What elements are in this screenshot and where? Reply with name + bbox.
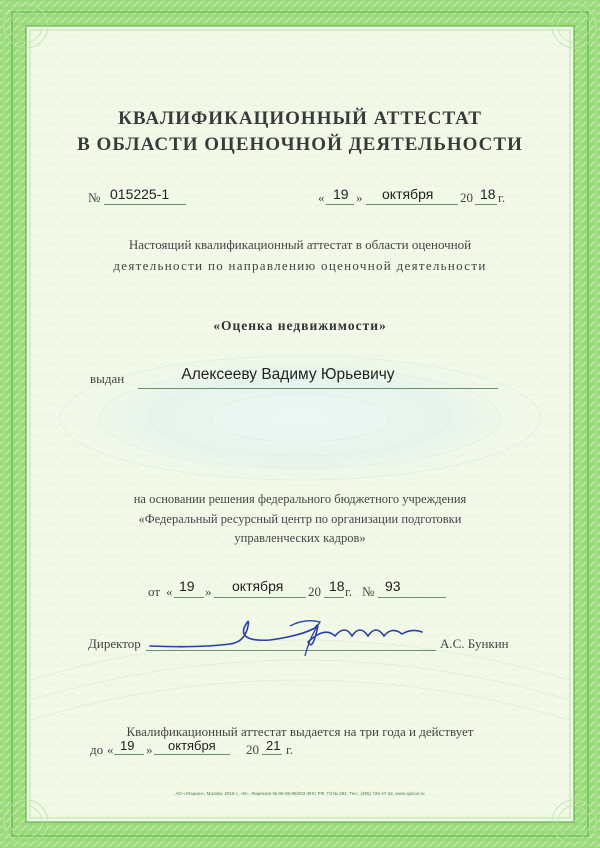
validity-year-suffix: г. xyxy=(286,742,294,757)
holder-name: Алексееву Вадиму Юрьевичу xyxy=(181,366,395,383)
director-name: А.С. Бункин xyxy=(440,636,509,651)
basis-line-1: на основании решения федерального бюджетного учреждения xyxy=(133,492,467,506)
validity-year-underline xyxy=(262,754,282,755)
basis-line-3: управленческих кадров» xyxy=(234,531,366,545)
issue-date-open-quote: « xyxy=(318,190,325,205)
intro-line-1: Настоящий квалификационный аттестат в области оценочной xyxy=(128,237,472,252)
director-signature xyxy=(140,606,440,660)
validity-century: 20 xyxy=(246,742,259,757)
issue-day-underline xyxy=(326,204,354,205)
validity-year: 21 xyxy=(266,738,281,753)
footer-imprint: АО «Опцион», Москва, 2018 г., «В». Лицензия № 05-05-09/003 ФНС РФ. ТЗ № 282. Тел.: (495) 726-47-42, www.opcion.ru xyxy=(175,791,425,796)
issue-century: 20 xyxy=(460,190,473,205)
issue-month-underline xyxy=(366,204,458,205)
validity-open-quote: « xyxy=(107,742,114,757)
validity-day: 19 xyxy=(120,738,135,753)
validity-until-label: до xyxy=(90,742,104,757)
validity-line-1: Квалификационный аттестат выдается на три года и действует xyxy=(126,724,474,739)
decision-open-quote: « xyxy=(166,584,173,599)
issue-day: 19 xyxy=(333,186,349,202)
issue-year-suffix: г. xyxy=(498,190,506,205)
number-underline xyxy=(104,204,186,205)
issued-to-underline xyxy=(138,388,498,389)
decision-number-underline xyxy=(378,597,446,598)
validity-month-underline xyxy=(154,754,230,755)
validity-day-underline xyxy=(114,754,144,755)
decision-from-label: от xyxy=(148,584,161,599)
director-label: Директор xyxy=(88,636,141,651)
issue-date-close-quote: » xyxy=(356,190,363,205)
decision-year-suffix: г. xyxy=(345,584,353,599)
decision-number-label: № xyxy=(362,584,375,599)
intro-line-2: деятельности по направлению оценочной деятельности xyxy=(113,258,487,273)
issued-to-label: выдан xyxy=(90,371,125,386)
number-label: № xyxy=(88,190,101,205)
decision-century: 20 xyxy=(308,584,321,599)
issue-year: 18 xyxy=(480,186,496,202)
validity-month: октября xyxy=(168,738,216,753)
decision-year: 18 xyxy=(329,578,345,594)
decision-month-underline xyxy=(214,597,306,598)
validity-close-quote: » xyxy=(146,742,153,757)
certificate-number: 015225-1 xyxy=(110,186,170,202)
issue-year-underline xyxy=(475,204,497,205)
decision-month: октября xyxy=(232,578,284,594)
title-line-1: КВАЛИФИКАЦИОННЫЙ АТТЕСТАТ xyxy=(118,108,482,129)
title-line-2: В ОБЛАСТИ ОЦЕНОЧНОЙ ДЕЯТЕЛЬНОСТИ xyxy=(77,134,523,155)
decision-number: 93 xyxy=(385,578,401,594)
decision-day: 19 xyxy=(179,578,195,594)
decision-close-quote: » xyxy=(205,584,212,599)
basis-line-2: «Федеральный ресурсный центр по организации подготовки xyxy=(138,512,462,526)
decision-year-underline xyxy=(324,597,344,598)
issue-month: октября xyxy=(382,186,434,202)
decision-day-underline xyxy=(174,597,204,598)
valuation-direction: «Оценка недвижимости» xyxy=(213,318,387,333)
